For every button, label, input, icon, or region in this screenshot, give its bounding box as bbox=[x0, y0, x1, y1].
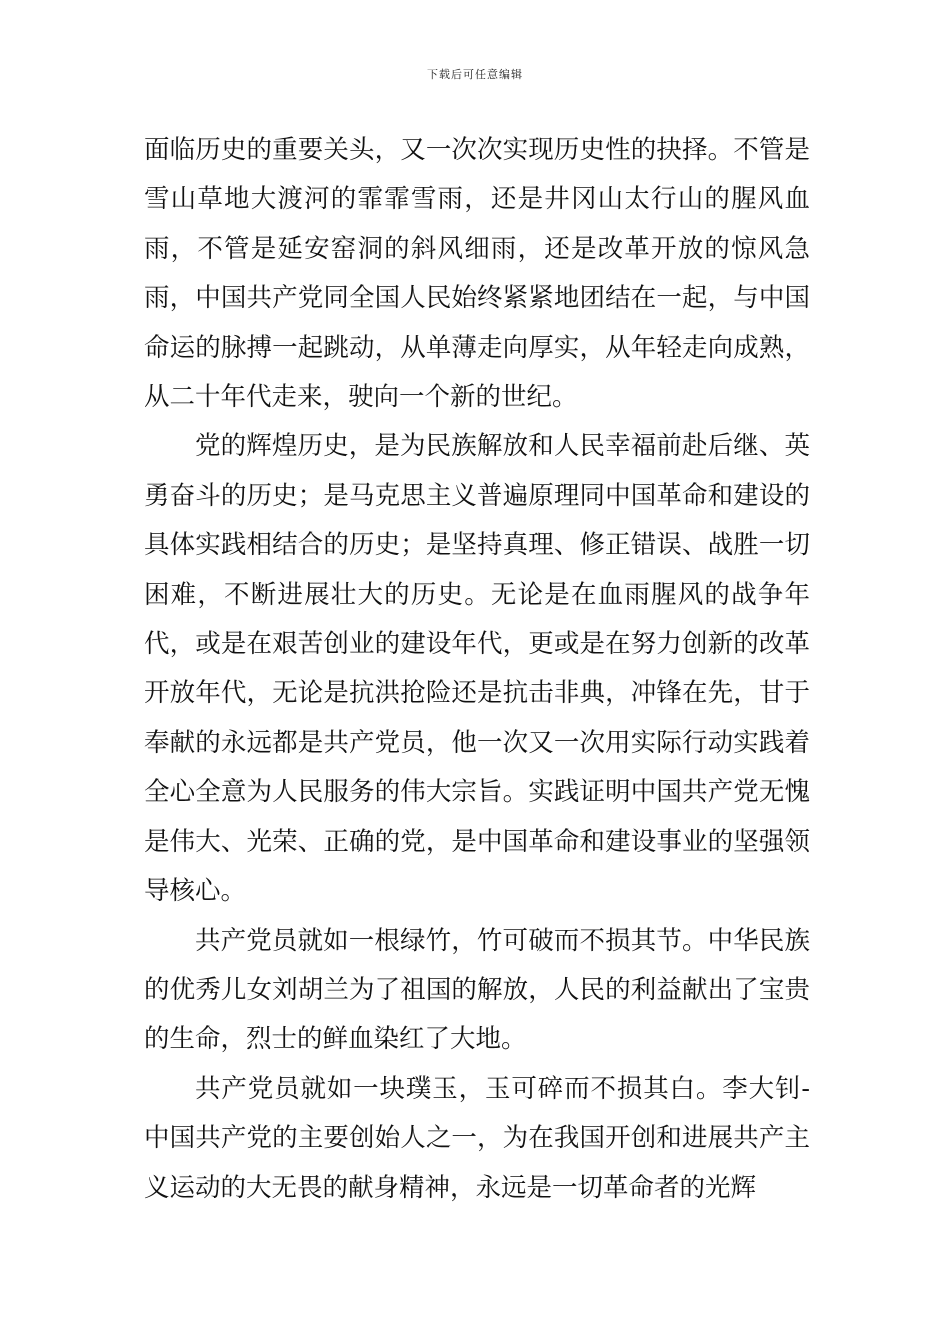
paragraph-2: 党的辉煌历史，是为民族解放和人民幸福前赴后继、英勇奋斗的历史；是马克思主义普遍原理同中国革命和建设的具体实践相结合的历史；是坚持真理、修正错误、战胜一切困难，不断进展壮大的历史。无论是在血雨腥风的战争年代，或是在艰苦创业的建设年代，更或是在努力创新的改革开放年代，无论是抗洪抢险还是抗击非典，冲锋在先，甘于奉献的永远都是共产党员，他一次又一次用实际行动实践着全心全意为人民服务的伟大宗旨。实践证明中国共产党无愧是伟大、光荣、正确的党，是中国革命和建设事业的坚强领导核心。 bbox=[144, 431, 810, 907]
paragraph-4: 共产党员就如一块璞玉，玉可碎而不损其白。李大钊-中国共产党的主要创始人之一，为在我国开创和进展共产主义运动的大无畏的献身精神，永远是一切革命者的光辉 bbox=[144, 1073, 810, 1203]
document-body bbox=[144, 126, 810, 1213]
paragraph-3: 共产党员就如一根绿竹，竹可破而不损其节。中华民族的优秀儿女刘胡兰为了祖国的解放，人民的利益献出了宝贵的生命，烈士的鲜血染红了大地。 bbox=[144, 925, 810, 1055]
page-header: 下载后可任意编辑 bbox=[427, 68, 523, 81]
paragraph-1: 面临历史的重要关头，又一次次实现历史性的抉择。不管是雪山草地大渡河的霏霏雪雨，还是井冈山太行山的腥风血雨，不管是延安窑洞的斜风细雨，还是改革开放的惊风急雨，中国共产党同全国人民始终紧紧地团结在一起，与中国命运的脉搏一起跳动，从单薄走向厚实，从年轻走向成熟，从二十年代走来，驶向一个新的世纪。 bbox=[144, 135, 810, 413]
